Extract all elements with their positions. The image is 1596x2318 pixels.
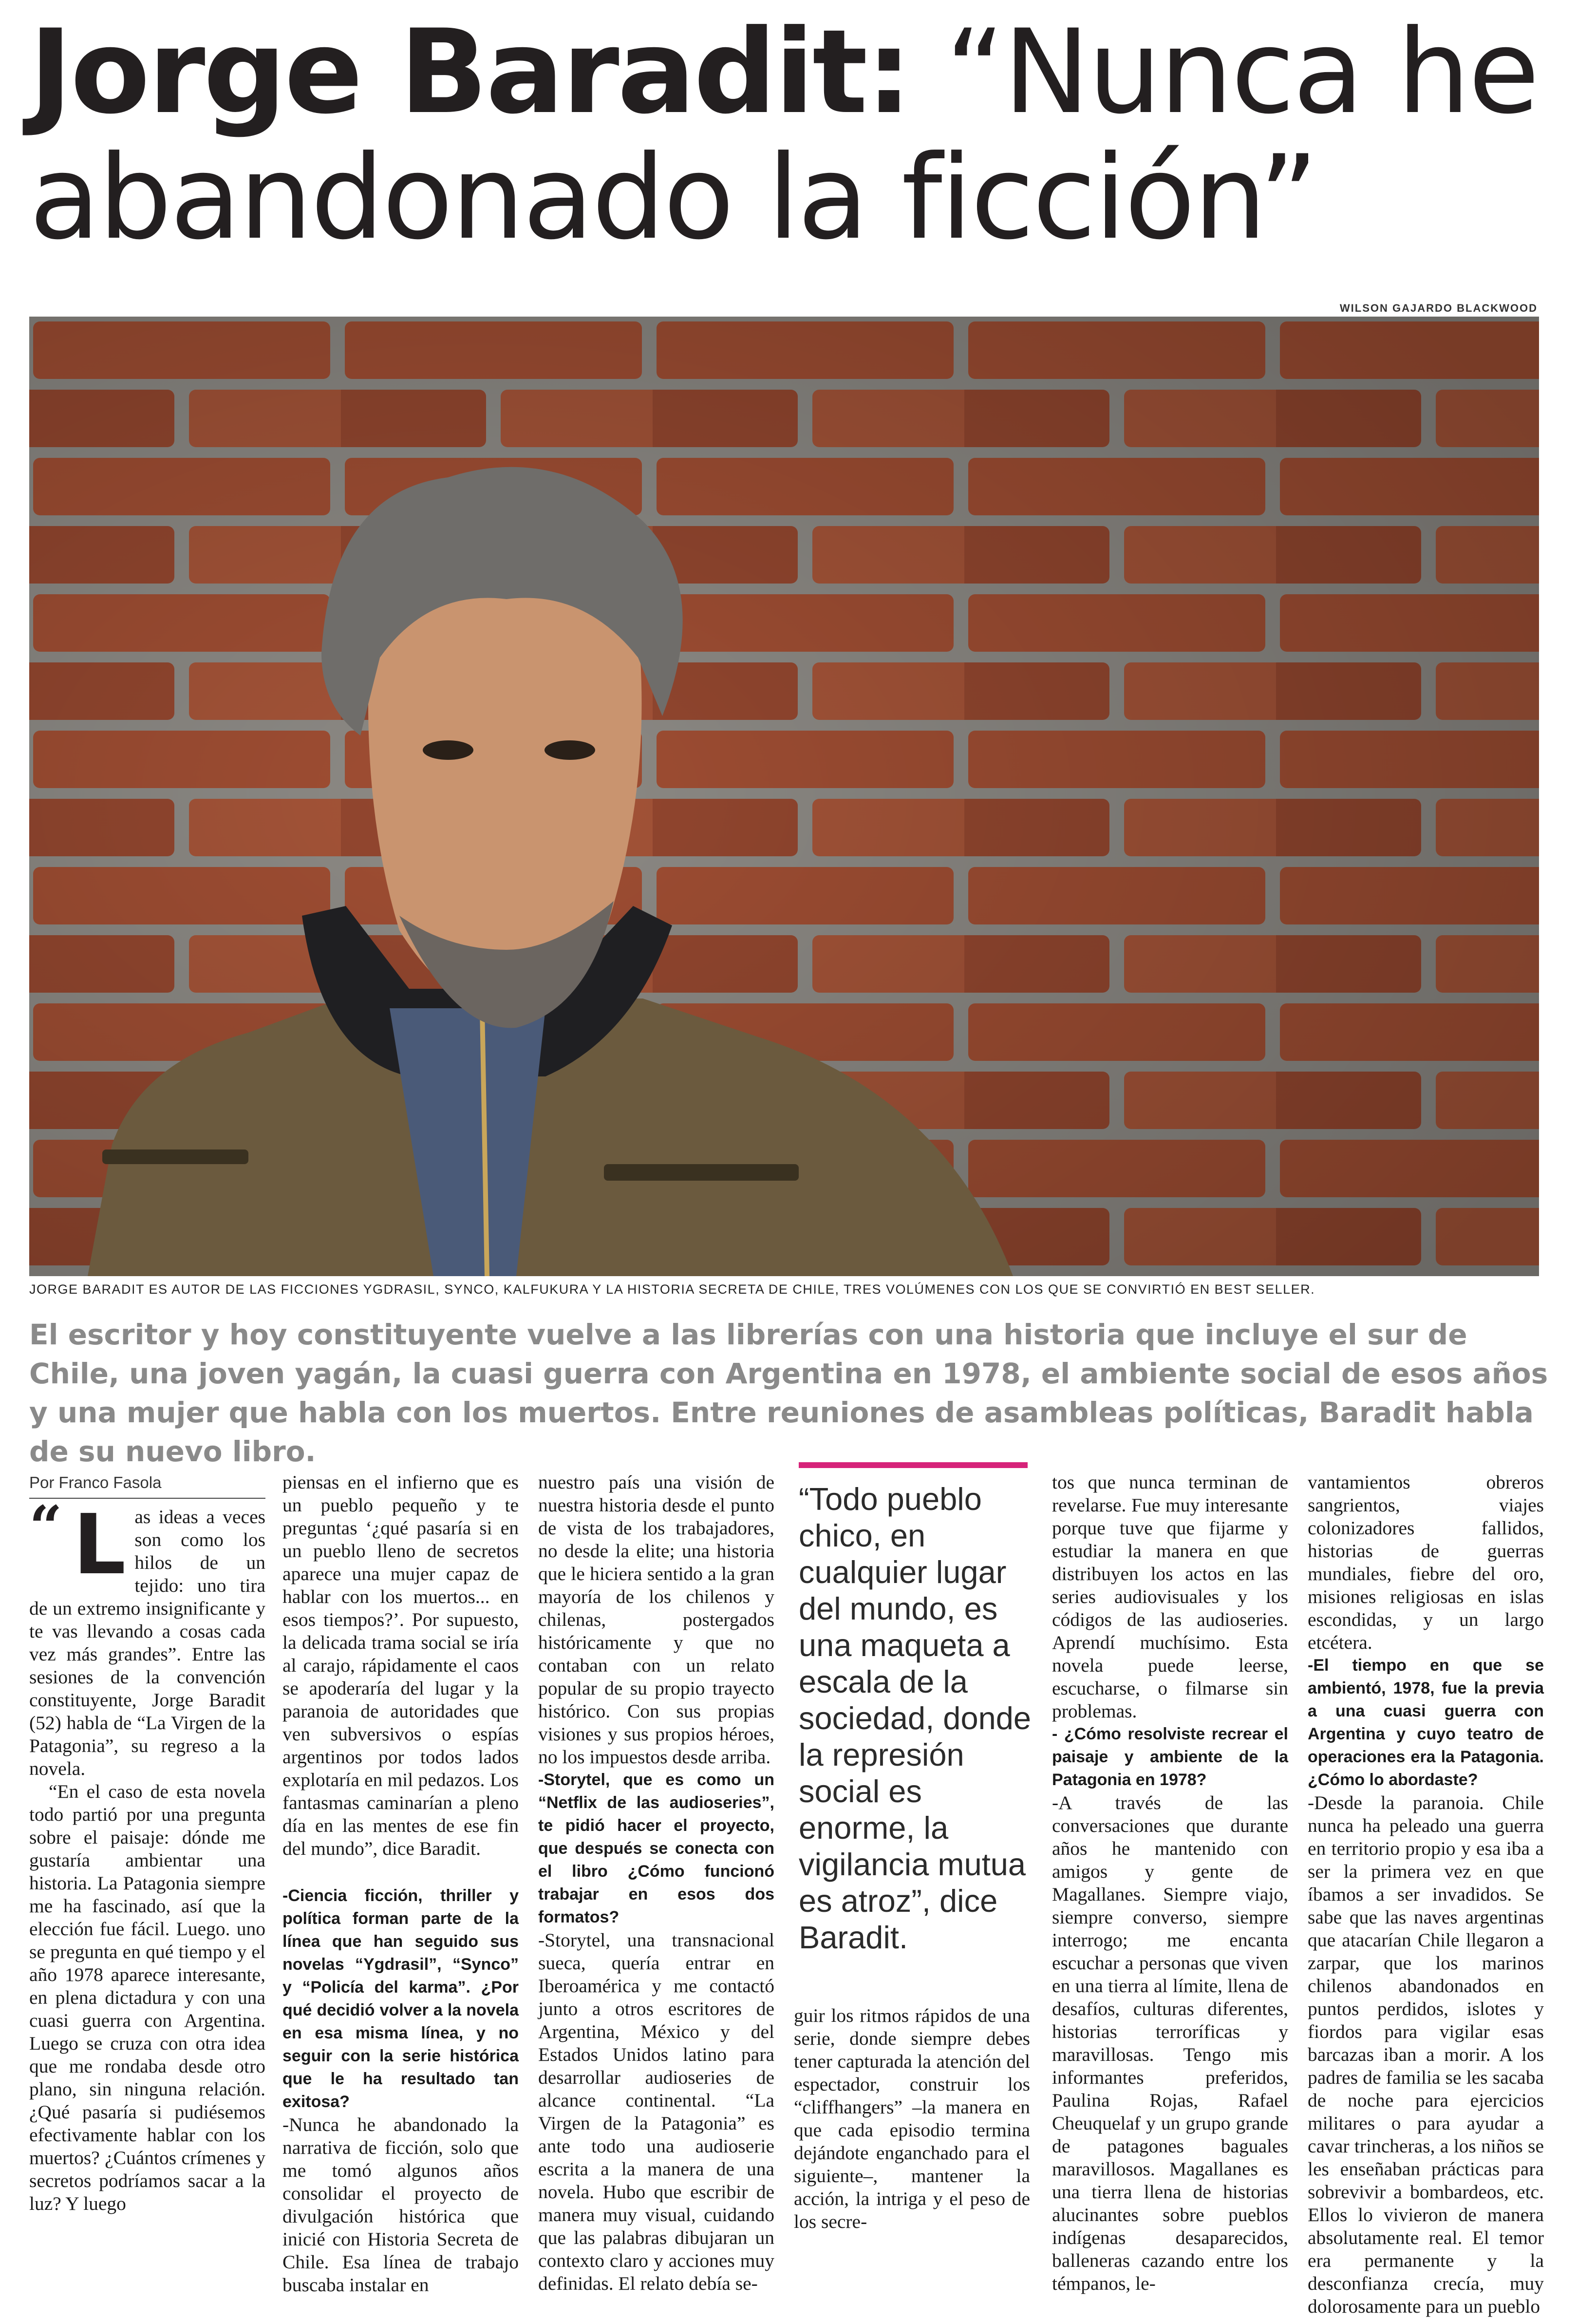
interview-question: - ¿Cómo resolviste recrear el paisaje y ambiente de la Patagonia en 1978? — [1052, 1725, 1288, 1789]
headline-quote-end: abandonado la ficción” — [29, 131, 1317, 265]
photo-caption: JORGE BARADIT ES AUTOR DE LAS FICCIONES YGDRASIL, SYNCO, KALFUKURA Y LA HISTORIA SECRETA DE CHILE, TRES VOLÚMENES CON LOS QUE SE CONVIRTIÓ EN BEST SELLER. — [29, 1282, 1315, 1297]
body-paragraph: piensas en el infierno que es un pueblo pequeño y te preguntas ‘¿qué pasaría si en un pueblo lleno de secretos aparece una mujer capaz de hablar con los muertos... en esos tiempos?’. Por supuesto, la delicada trama social se iría al carajo, rápidamente el caos se apoderaría del lugar y la paranoia de autoridades que ven subversivos o espías argentinos por todos lados explotaría en mil pedazos. Los fantasmas caminarían a pleno día en las mentes de ese fin del mundo”, dice Baradit. — [282, 1471, 519, 1859]
article-column-1 — [29, 1471, 265, 2215]
article-column-2 — [282, 1471, 519, 2297]
byline: Por Franco Fasola — [29, 1471, 265, 1499]
opening-quote-mark: “ — [29, 1493, 62, 1561]
body-paragraph: vantamientos obreros sangrientos, viajes colonizadores fallidos, historias de guerras mundiales, fiebre del oro, misiones religiosas en islas escondidas, y un largo etcétera. — [1308, 1471, 1544, 1653]
body-paragraph: tos que nunca terminan de revelarse. Fue muy interesante porque tuve que fijarme y estudiar la manera en que distribuyen los actos en las series audiovisuales y los códigos de las audioseries. Aprendí muchísimo. Esta novela puede leerse, escucharse, o filmarse sin problemas. — [1052, 1471, 1288, 1722]
pullquote-rule — [799, 1462, 1028, 1468]
body-paragraph: guir los ritmos rápidos de una serie, donde siempre debes tener capturada la atención del espectador, construir los “cliffhangers” –la manera en que cada episodio termina dejándote enganchado para el siguiente–, mantener la acción, la intriga y el peso de los secre- — [794, 2005, 1030, 2232]
article-column-4 — [794, 2004, 1030, 2233]
body-paragraph: “En el caso de esta novela todo partió por una pregunta sobre el paisaje: dónde me gustaría ambientar una historia. La Patagonia siempre me ha fascinado, así que la elección fue fácil. Luego. uno se pregunta en qué tiempo y el año 1978 aparece interesante, en plena dictadura y con una cuasi guerra con Argentina. Luego se cruza con otra idea que me rondaba desde otro plano, sin ninguna relación. ¿Qué pasaría si pudiésemos efectivamente hablar con los muertos? ¿Cuántos crímenes y secretos podríamos sacar a la luz? Y luego — [29, 1781, 265, 2214]
body-paragraph: -A través de las conversaciones que durante años he mantenido con amigos y gente de Magallanes. Siempre viajo, siempre converso, siempre interrogo; me encanta escuchar a personas que viven en una tierra al límite, llena de desafíos, culturas diferentes, historias terroríficas y maravillosas. Tengo mis informantes preferidos, Paulina Rojas, Rafael Cheuquelaf y un grupo grande de patagones baguales maravillosos. Magallanes es una tierra llena de historias alucinantes sobre pueblos indígenas desaparecidos, balleneras cazando entre los témpanos, le- — [1052, 1792, 1288, 2294]
headline-name: Jorge Baradit: — [29, 5, 910, 140]
photo-credit: WILSON GAJARDO BLACKWOOD — [1339, 302, 1538, 314]
lead-paragraph: as ideas a veces son como los hilos de un tejido: uno tira de un extremo insignificante y te vas llevando a cosas cada vez más grandes”. Entre las sesiones de la convención constituyente, Jorge Baradit (52) habla de “La Virgen de la Patagonia”, su regreso a la novela. — [29, 1506, 265, 1779]
drop-cap: L — [73, 1497, 126, 1593]
body-paragraph: -Desde la paranoia. Chile nunca ha peleado una guerra en territorio propio y esa iba a ser la primera vez en que íbamos a ser invadidos. Se sabe que las naves argentinas que atacarían Chile llegaron a zarpar, que los marinos chilenos abandonados en puntos perdidos, islotes y fiordos para vigilar esas barcazas iban a morir. A los padres de familia se les sacaba de noche para ejercicios militares o para ayudar a cavar trincheras, a los niños se les enseñaban prácticas para sobrevivir a bombardeos, etc. Ellos lo vivieron de manera absolutamente real. El temor era permanente y la desconfianza crecía, muy dolorosamente para un pueblo — [1308, 1792, 1544, 2317]
article-column-6 — [1308, 1471, 1544, 2318]
article-column-5 — [1052, 1471, 1288, 2295]
body-paragraph: -Nunca he abandonado la narrativa de ficción, solo que me tomó algunos años consolidar el proyecto de divulgación histórica que inicié con Historia Secreta de Chile. Esa línea de trabajo buscaba instalar en — [282, 2114, 519, 2296]
body-paragraph: nuestro país una visión de nuestra historia desde el punto de vista de los trabajadores, no desde la elite; una historia que le hiciera sentido a la gran mayoría de los chilenos y chilenas, postergados históricamente y que no contaban con un relato popular de su propio trayecto histórico. Con sus propias visiones y sus propios héroes, no los impuestos desde arriba. — [538, 1471, 774, 1768]
lead-paragraph-wrap — [29, 1493, 265, 1780]
interview-question: -Ciencia ficción, thriller y política forman parte de la línea que han seguido sus novelas “Ygdrasil”, “Synco” y “Policía del karma”. ¿Por qué decidió volver a la novela en esa misma línea, y no seguir con la serie histórica que le ha resultado tan exitosa? — [282, 1886, 519, 2111]
portrait-photo — [29, 317, 1539, 1276]
article-column-3 — [538, 1471, 774, 2295]
pullquote: “Todo pueblo chico, en cualquier lugar del mundo, es una maqueta a escala de la sociedad, donde la represión social es enorme, la vigilancia mutua es atroz”, dice Baradit. — [799, 1481, 1032, 1955]
interview-question: -El tiempo en que se ambientó, 1978, fue la previa a una cuasi guerra con Argentina y cuyo teatro de operaciones era la Patagonia. ¿Cómo lo abordaste? — [1308, 1656, 1544, 1789]
interview-question: -Storytel, que es como un “Netflix de las audioseries”, te pidió hacer el proyecto, que después se conecta con el libro ¿Cómo funcionó trabajar en esos dos formatos? — [538, 1771, 774, 1926]
headline — [29, 5, 1563, 265]
body-paragraph: -Storytel, una transnacional sueca, quería entrar en Iberoamérica y me contactó junto a otros escritores de Argentina, México y del Estados Unidos latino para desarrollar audioseries de alcance continental. “La Virgen de la Patagonia” es ante todo una audioserie escrita a la manera de una novela. Hubo que escribir de manera muy visual, cuidando que las palabras dibujaran un contexto claro y acciones muy definidas. El relato debía se- — [538, 1929, 774, 2294]
article-deck: El escritor y hoy constituyente vuelve a las librerías con una historia que incluye el sur de Chile, una joven yagán, la cuasi guerra con Argentina en 1978, el ambiente social de esos años y una mujer que habla con los muertos. Entre reuniones de asambleas políticas, Baradit habla de su nuevo libro. — [29, 1318, 1548, 1468]
headline-quote-start: “Nunca he — [910, 5, 1538, 140]
